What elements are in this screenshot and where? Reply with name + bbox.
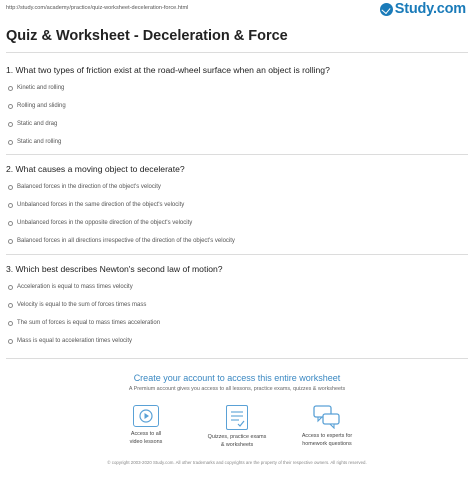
radio-button[interactable] — [8, 86, 13, 91]
radio-button[interactable] — [8, 239, 13, 244]
study-logo[interactable] — [380, 1, 466, 17]
feature-label: Access to experts for — [301, 433, 353, 439]
copyright-footer: © copyright 2003-2020 Study.com. All other trademarks and copyrights are the property of their respective owners. All rights reserved. — [107, 460, 367, 465]
answer-option[interactable]: Mass is equal to acceleration times velocity — [8, 336, 132, 346]
radio-button[interactable] — [8, 339, 13, 344]
radio-button[interactable] — [8, 285, 13, 290]
answer-option[interactable]: Kinetic and rolling — [8, 83, 64, 93]
radio-button[interactable] — [8, 303, 13, 308]
radio-button[interactable] — [8, 185, 13, 190]
top-bar — [0, 0, 474, 18]
answer-option[interactable]: Balanced forces in all directions irrespective of the direction of the object's velocity — [8, 236, 235, 246]
question-1: 1. What two types of friction exist at the road-wheel surface when an object is rolling? — [6, 65, 330, 75]
answer-option[interactable]: Static and rolling — [8, 137, 61, 147]
feature-experts — [267, 405, 387, 448]
answer-option[interactable]: Rolling and sliding — [8, 101, 66, 111]
page-url: http://study.com/academy/practice/quiz-worksheet-deceleration-force.html — [6, 5, 189, 11]
feature-label: video lessons — [129, 438, 163, 445]
page-title: Quiz & Worksheet - Deceleration & Force — [6, 28, 288, 44]
radio-button[interactable] — [8, 221, 13, 226]
feature-label: homework questions — [302, 440, 352, 447]
feature-label: Access to all — [130, 431, 162, 437]
answer-option[interactable]: Acceleration is equal to mass times velocity — [8, 282, 133, 292]
answer-option[interactable]: Balanced forces in the direction of the object's velocity — [8, 182, 161, 192]
answer-option[interactable]: The sum of forces is equal to mass times acceleration — [8, 318, 160, 328]
radio-button[interactable] — [8, 203, 13, 208]
answer-option[interactable]: Velocity is equal to the sum of forces times mass — [8, 300, 146, 310]
feature-label: Quizzes, practice exams — [207, 434, 267, 440]
expert-chat-icon — [313, 405, 341, 429]
logo-text: Study.com — [394, 1, 466, 17]
video-play-icon — [133, 405, 159, 427]
feature-label: & worksheets — [220, 441, 254, 448]
radio-button[interactable] — [8, 122, 13, 127]
radio-button[interactable] — [8, 140, 13, 145]
question-2: 2. What causes a moving object to decelerate? — [6, 164, 185, 174]
answer-option[interactable]: Static and drag — [8, 119, 57, 129]
radio-button[interactable] — [8, 104, 13, 109]
study-check-icon — [380, 3, 393, 16]
answer-option[interactable]: Unbalanced forces in the opposite direction of the object's velocity — [8, 218, 192, 228]
divider — [6, 154, 468, 155]
radio-button[interactable] — [8, 321, 13, 326]
divider — [6, 52, 468, 53]
quiz-checklist-icon — [226, 405, 248, 430]
divider — [6, 254, 468, 255]
divider — [6, 358, 468, 359]
answer-option[interactable]: Unbalanced forces in the same direction of the object's velocity — [8, 200, 184, 210]
question-3: 3. Which best describes Newton's second law of motion? — [6, 264, 223, 274]
create-account-link[interactable]: Create your account to access this entire worksheet — [133, 373, 341, 383]
premium-description: A Premium account gives you access to all lessons, practice exams, quizzes & worksheets — [128, 386, 346, 392]
